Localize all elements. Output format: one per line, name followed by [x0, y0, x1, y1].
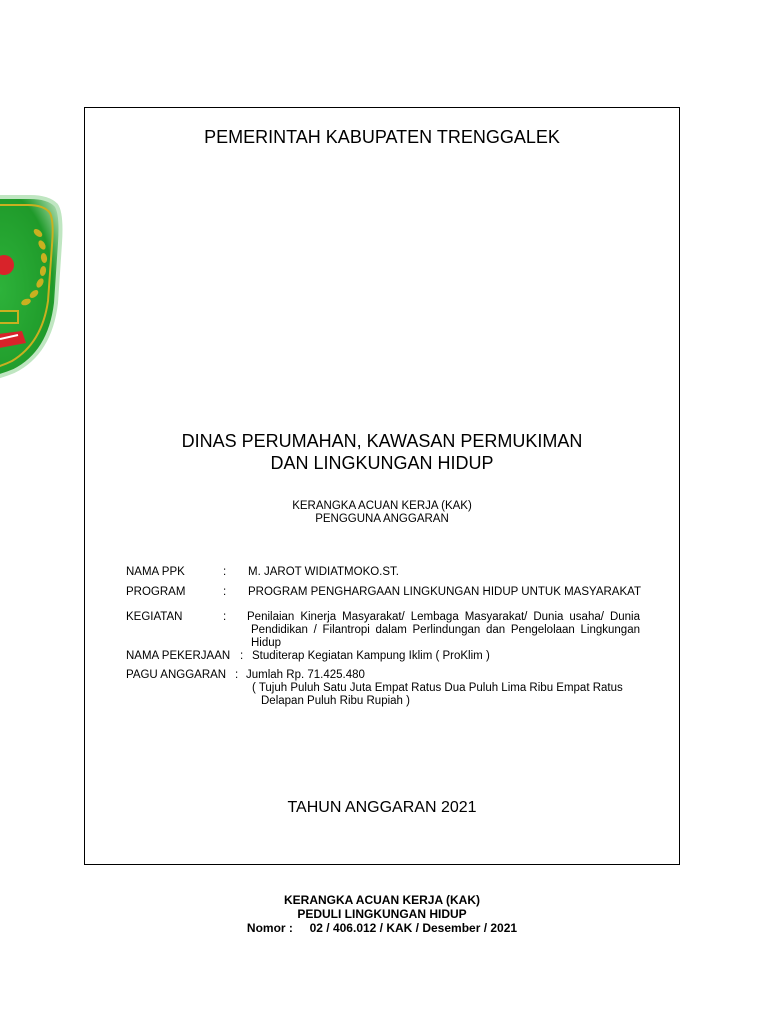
agency-title-line1: DINAS PERUMAHAN, KAWASAN PERMUKIMAN: [181, 431, 583, 451]
document-type-line: KERANGKA ACUAN KERJA (KAK): [292, 500, 472, 512]
field-colon: :: [223, 586, 227, 598]
field-value: Studiterap Kegiatan Kampung Iklim ( ProKlim ): [252, 650, 490, 662]
field-label: PAGU ANGGARAN: [126, 669, 227, 681]
kegiatan-line3: Hidup: [251, 637, 282, 649]
footer: [84, 893, 680, 935]
footer-number-value: 02 / 406.012 / KAK / Desember / 2021: [309, 921, 518, 935]
field-value: PROGRAM PENGHARGAAN LINGKUNGAN HIDUP UNTUK MASYARAKAT: [248, 586, 641, 598]
field-label: NAMA PEKERJAAN: [126, 650, 231, 662]
field-value: [247, 611, 640, 650]
government-title: PEMERINTAH KABUPATEN TRENGGALEK: [204, 127, 560, 147]
footer-number-label: Nomor :: [246, 921, 293, 935]
field-colon: :: [223, 566, 227, 578]
pagu-words-line1: ( Tujuh Puluh Satu Juta Empat Ratus Dua Puluh Lima Ribu Empat Ratus: [252, 682, 623, 694]
budget-year: TAHUN ANGGARAN 2021: [287, 799, 477, 816]
field-value: M. JAROT WIDIATMOKO.ST.: [248, 566, 399, 578]
field-colon: :: [235, 669, 239, 681]
field-label: NAMA PPK: [126, 566, 185, 578]
field-value: [246, 669, 623, 708]
document-type: [84, 500, 680, 526]
document-subtype-line: PENGGUNA ANGGARAN: [315, 513, 449, 525]
regency-emblem: [0, 183, 76, 415]
field-label: PROGRAM: [126, 586, 186, 598]
agency-title-line2: DAN LINGKUNGAN HIDUP: [270, 453, 494, 473]
footer-line1: KERANGKA ACUAN KERJA (KAK): [284, 893, 480, 907]
footer-line2: PEDULI LINGKUNGAN HIDUP: [297, 907, 467, 921]
kegiatan-line1: Penilaian Kinerja Masyarakat/ Lembaga Masyarakat/ Dunia usaha/ Dunia: [247, 611, 640, 623]
field-label: KEGIATAN: [126, 611, 183, 623]
cover-frame: [84, 107, 680, 865]
footer-number: [84, 921, 680, 935]
agency-title: [84, 430, 680, 474]
field-colon: :: [240, 650, 244, 662]
pagu-words-line2: Delapan Puluh Ribu Rupiah ): [261, 695, 410, 707]
pagu-amount: Jumlah Rp. 71.425.480: [246, 669, 365, 681]
field-colon: :: [223, 611, 227, 623]
kegiatan-line2: Pendidikan / Filantropi dalam Perlindungan dan Pengelolaan Lingkungan: [251, 624, 640, 636]
